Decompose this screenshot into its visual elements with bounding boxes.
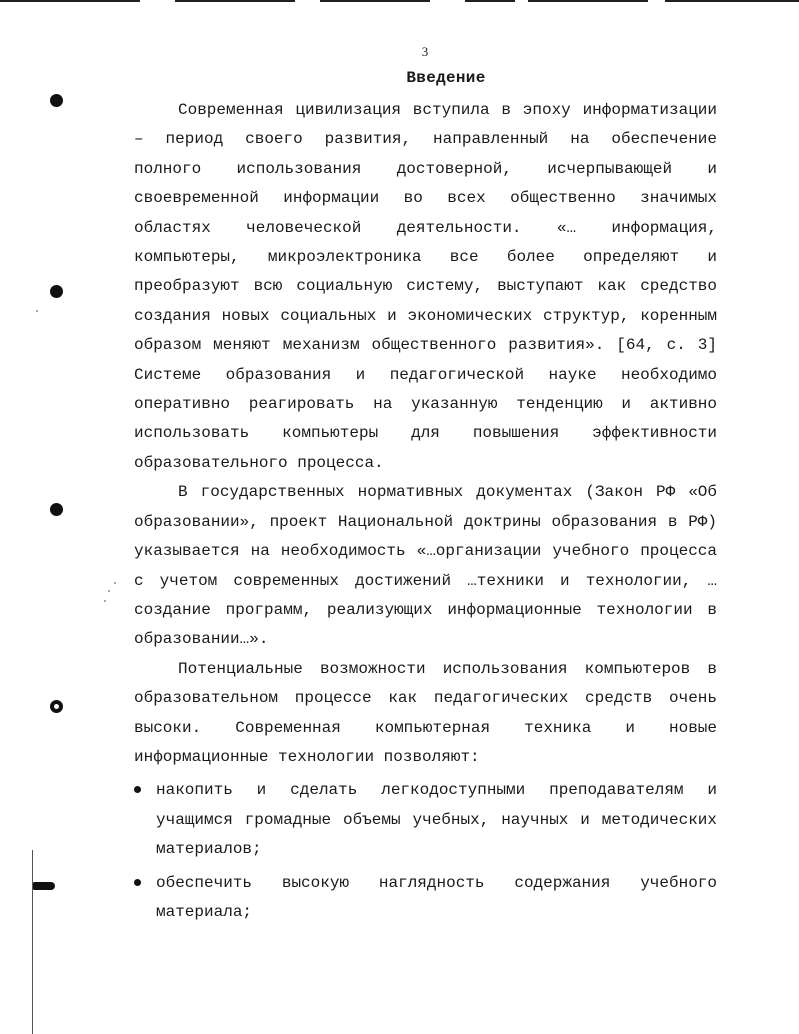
section-heading: Введение: [406, 69, 486, 87]
scan-speck: [108, 590, 110, 592]
margin-rule: [32, 850, 33, 1034]
scan-speck: [36, 310, 38, 312]
scan-speck: [104, 600, 106, 602]
paragraph: Современная цивилизация вступила в эпоху информатизации – период своего развития, направленный на обеспечение полного использования достоверной, исчерпывающей и своевременной информации во всех общественно значимых областях человеческой деятельности. «… информация, компьютеры, микроэлектроника все более определяют и преобразуют всю социальную систему, выступают как средство создания новых социальных и экономических структур, коренным образом меняют механизм общественного развития». [64, с. 3] Системе образования и педагогической науке необходимо оперативно реагировать на указанную тенденцию и активно использовать компьютеры для повышения эффективности образовательного процесса.: [134, 101, 717, 472]
bullet-icon: [134, 879, 141, 886]
document-body: [134, 96, 717, 931]
scan-edge-line: [0, 0, 140, 2]
scan-edge-line: [528, 0, 648, 2]
page-number: 3: [421, 44, 429, 59]
binding-hole: [50, 94, 63, 107]
binding-hole: [50, 503, 63, 516]
paragraph: В государственных нормативных документах (Закон РФ «Об образовании», проект Национальной доктрины образования в РФ) указывается на необходимость «…организации учебного процесса с учетом современных достижений …техники и технологии, … создание программ, реализующих информационные технологии в образовании…».: [134, 483, 717, 649]
list-item-text: обеспечить высокую наглядность содержания учебного материала;: [156, 873, 717, 921]
binding-hole: [50, 285, 63, 298]
scan-speck: [114, 582, 116, 584]
list-item: [134, 869, 717, 928]
scan-edge-line: [175, 0, 295, 2]
bullet-icon: [134, 786, 141, 793]
scan-edge-line: [320, 0, 430, 2]
scan-edge-line: [665, 0, 799, 2]
paragraph: Потенциальные возможности использования компьютеров в образовательном процессе как педагогических средств очень высоки. Современная компьютерная техника и новые информационные технологии позволяют:: [134, 659, 717, 766]
scan-edge-line: [465, 0, 515, 2]
bullet-list: [134, 776, 717, 927]
clip-mark: [33, 882, 55, 890]
list-item-text: накопить и сделать легкодоступными преподавателям и учащимся громадные объемы учебных, научных и методических материалов;: [156, 781, 717, 859]
list-item: [134, 776, 717, 864]
binding-hole: [50, 700, 63, 713]
